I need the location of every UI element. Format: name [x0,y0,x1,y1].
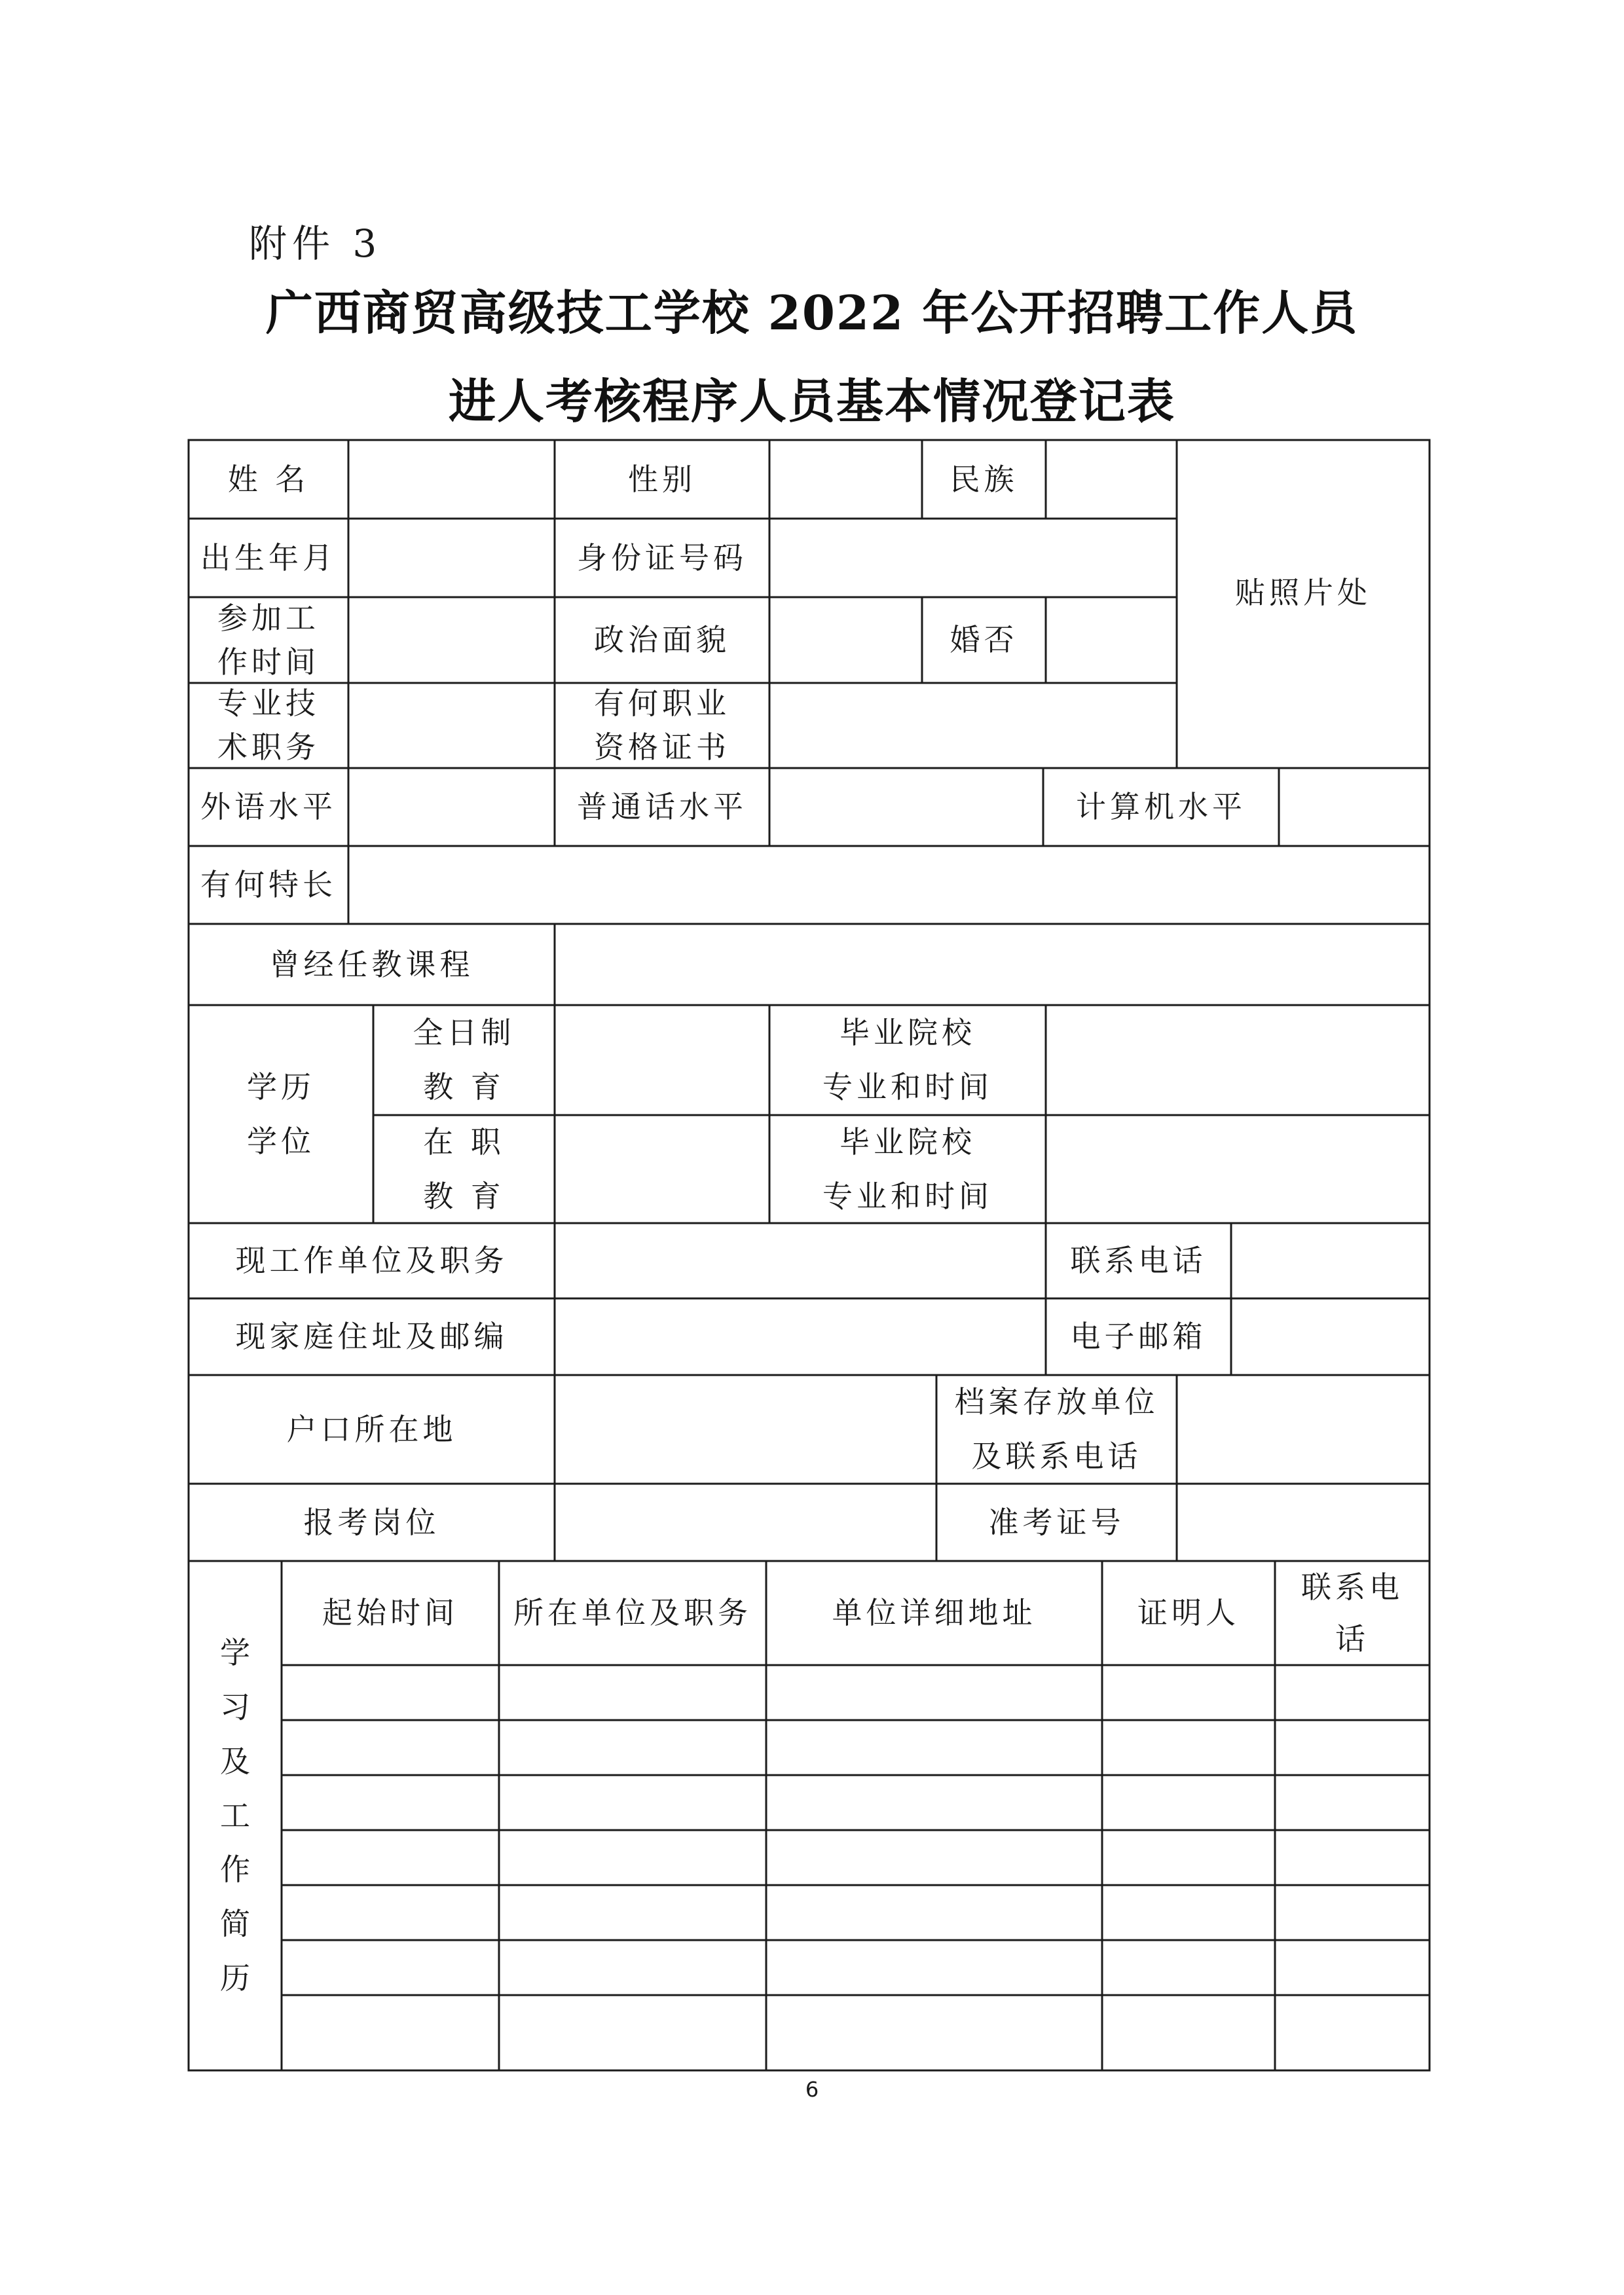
label-school-parttime: 毕业院校 专业和时间 [822,1124,993,1214]
label-hukou: 户口所在地 [286,1411,457,1447]
label-foreign-lang: 外语水平 [200,789,337,825]
page-number: 6 [805,2077,819,2102]
label-resume-side: 学 习 及 工 作 简 历 [220,1635,250,1996]
resume-row[interactable] [282,1940,1430,1995]
photo-placeholder[interactable]: 贴照片处 [1235,575,1371,610]
label-education: 学历 学位 [247,1069,315,1159]
resume-header-phone: 联系电 话 [1301,1570,1403,1657]
label-qualification: 有何职业 资格证书 [594,686,730,765]
input-phone[interactable] [1231,1223,1430,1298]
input-ethnicity[interactable] [1046,440,1177,519]
label-school-fulltime: 毕业院校 专业和时间 [822,1015,993,1105]
resume-row[interactable] [282,1775,1430,1830]
label-gender: 性别 [628,461,696,497]
resume-row[interactable] [282,1720,1430,1775]
input-specialty[interactable] [348,846,1430,924]
input-qualification[interactable] [769,683,1177,768]
input-courses[interactable] [555,924,1430,1005]
label-work-start: 参加工 作时间 [217,600,320,680]
input-hukou[interactable] [555,1375,936,1484]
input-mandarin[interactable] [769,768,1043,846]
resume-header-start-time: 起始时间 [322,1595,458,1631]
label-position: 报考岗位 [303,1504,440,1540]
input-position[interactable] [555,1484,936,1561]
input-school-parttime[interactable] [1046,1115,1430,1223]
resume-row[interactable] [282,1995,1430,2070]
label-birth: 出生年月 [200,540,337,576]
input-ticket[interactable] [1177,1484,1430,1561]
form-title-line-1: 广西商贸高级技工学校 2022 年公开招聘工作人员 [265,285,1359,340]
input-address[interactable] [555,1298,1046,1375]
label-name: 姓 名 [227,461,310,497]
label-fulltime: 全日制 教 育 [413,1015,515,1105]
resume-row[interactable] [282,1665,1430,1720]
label-specialty: 有何特长 [200,867,337,903]
resume-header-witness: 证明人 [1137,1595,1240,1631]
label-parttime: 在 职 教 育 [423,1124,505,1214]
label-political: 政治面貌 [594,622,730,658]
input-work-start[interactable] [348,597,555,683]
label-ethnicity: 民族 [950,461,1018,497]
label-phone: 联系电话 [1070,1243,1207,1279]
input-name[interactable] [348,440,555,519]
label-marital: 婚否 [950,622,1018,658]
input-id-number[interactable] [769,519,1177,597]
input-school-fulltime[interactable] [1046,1005,1430,1115]
form-title-line-2: 进人考核程序人员基本情况登记表 [448,373,1175,429]
label-archive: 档案存放单位 及联系电话 [954,1384,1159,1474]
input-fulltime-degree[interactable] [555,1005,769,1115]
input-marital[interactable] [1046,597,1177,683]
input-birth[interactable] [348,519,555,597]
resume-header-address: 单位详细地址 [832,1595,1037,1631]
label-ticket: 准考证号 [988,1504,1125,1540]
label-title-rank: 专业技 术职务 [217,686,320,765]
input-computer[interactable] [1279,768,1430,846]
input-email[interactable] [1231,1298,1430,1375]
input-parttime-degree[interactable] [555,1115,769,1223]
resume-row[interactable] [282,1830,1430,1885]
resume-row[interactable] [282,1885,1430,1940]
input-gender[interactable] [769,440,922,519]
label-id-number: 身份证号码 [577,540,747,576]
resume-header-employer: 所在单位及职务 [513,1595,752,1631]
input-political[interactable] [769,597,922,683]
label-email: 电子邮箱 [1070,1319,1207,1355]
label-employer: 现工作单位及职务 [235,1243,508,1279]
input-title-rank[interactable] [348,683,555,768]
label-address: 现家庭住址及邮编 [235,1319,508,1355]
label-mandarin: 普通话水平 [577,789,747,825]
label-courses: 曾经任教课程 [269,946,474,982]
input-archive[interactable] [1177,1375,1430,1484]
input-employer[interactable] [555,1223,1046,1298]
label-computer: 计算机水平 [1076,789,1246,825]
input-foreign-lang[interactable] [348,768,555,846]
attachment-label: 附件 3 [249,221,382,266]
